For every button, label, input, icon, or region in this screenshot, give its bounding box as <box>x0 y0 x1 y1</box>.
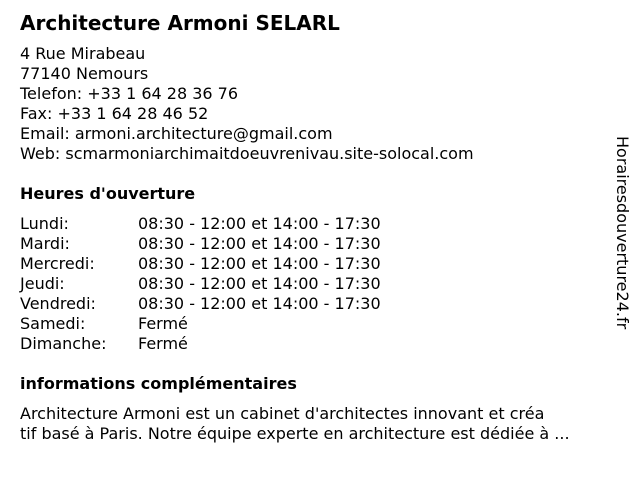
hours-day: Jeudi: <box>20 274 65 293</box>
hours-time: 08:30 - 12:00 et 14:00 - 17:30 <box>138 214 381 233</box>
hours-day: Lundi: <box>20 214 69 233</box>
hours-time: 08:30 - 12:00 et 14:00 - 17:30 <box>138 234 381 253</box>
hours-day: Mercredi: <box>20 254 95 273</box>
hours-heading: Heures d'ouverture <box>20 184 196 203</box>
business-name: Architecture Armoni SELARL <box>20 11 340 35</box>
phone-number[interactable]: Telefon: +33 1 64 28 36 76 <box>20 84 239 103</box>
hours-time: Fermé <box>138 314 188 333</box>
email-address[interactable]: Email: armoni.architecture@gmail.com <box>20 124 333 143</box>
website-link[interactable]: Web: scmarmoniarchimaitdoeuvrenivau.site-solocal.com <box>20 144 474 163</box>
hours-day: Samedi: <box>20 314 86 333</box>
contact-block <box>20 44 474 164</box>
hours-time: 08:30 - 12:00 et 14:00 - 17:30 <box>138 274 381 293</box>
hours-time: 08:30 - 12:00 et 14:00 - 17:30 <box>138 254 381 273</box>
info-description <box>20 404 620 444</box>
info-heading: informations complémentaires <box>20 374 297 393</box>
info-line-1: Architecture Armoni est un cabinet d'architectes innovant et créa <box>20 404 545 423</box>
hours-day: Vendredi: <box>20 294 96 313</box>
hours-day: Mardi: <box>20 234 70 253</box>
address-city: 77140 Nemours <box>20 64 149 83</box>
address-street: 4 Rue Mirabeau <box>20 44 146 63</box>
fax-number: Fax: +33 1 64 28 46 52 <box>20 104 209 123</box>
hours-time: Fermé <box>138 334 188 353</box>
hours-day: Dimanche: <box>20 334 107 353</box>
watermark-text: Horairesdouverture24.fr <box>613 136 632 330</box>
hours-time: 08:30 - 12:00 et 14:00 - 17:30 <box>138 294 381 313</box>
info-line-2: tif basé à Paris. Notre équipe experte en architecture est dédiée à ... <box>20 424 570 443</box>
